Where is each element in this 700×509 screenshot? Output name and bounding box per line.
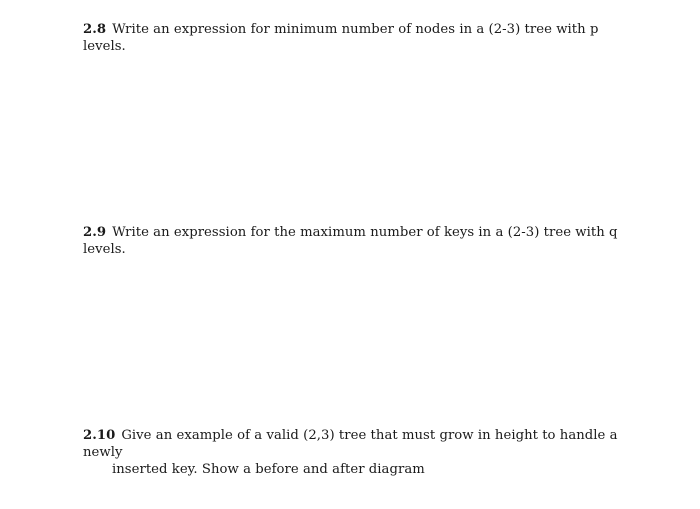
question-text-line-1: Give an example of a valid (2,3) tree that must grow in height to handle a newly	[83, 428, 618, 460]
question-text-line-2: inserted key. Show a before and after diagram	[112, 462, 425, 477]
question-2-9	[83, 224, 643, 258]
question-text: Write an expression for minimum number of nodes in a (2-3) tree with p levels.	[83, 22, 599, 54]
question-text: Write an expression for the maximum number of keys in a (2-3) tree with q levels.	[83, 225, 618, 257]
question-2-10	[83, 427, 643, 478]
question-number: 2.9	[83, 225, 107, 240]
question-2-8	[83, 21, 643, 55]
question-number: 2.10	[83, 428, 116, 443]
question-number: 2.8	[83, 22, 107, 37]
